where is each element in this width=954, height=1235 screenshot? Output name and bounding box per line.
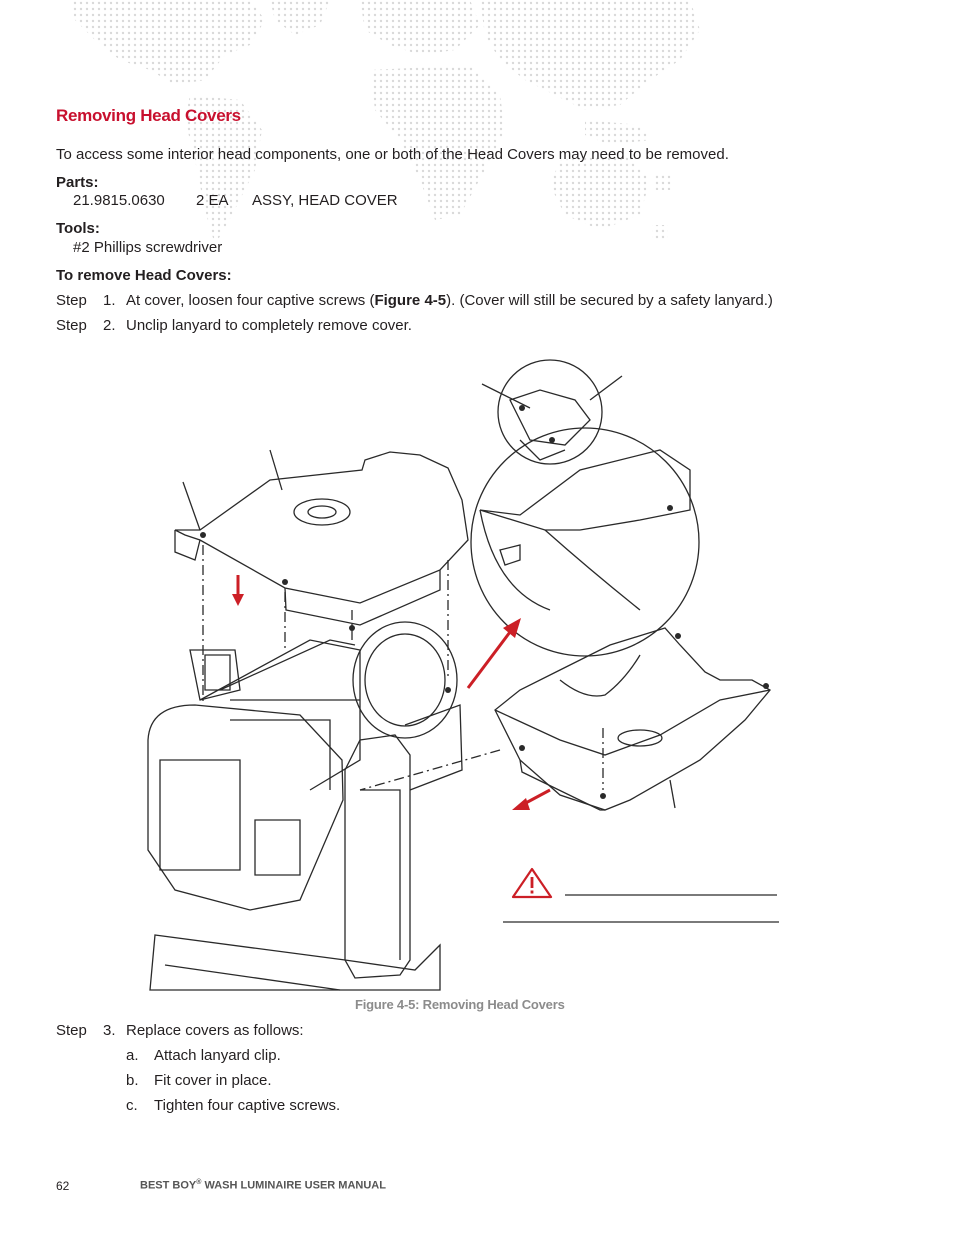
step-number: 1. (103, 292, 116, 309)
world-map-background (0, 0, 954, 260)
page-number: 62 (56, 1179, 70, 1193)
part-quantity: 2 EA (196, 192, 229, 209)
procedure-label: To remove Head Covers: (56, 267, 232, 284)
part-description: ASSY, HEAD COVER (252, 192, 398, 209)
warning-triangle-icon (513, 869, 551, 897)
step-text: At cover, loosen four captive screws (Figure 4-5). (Cover will still be secured by a safety lanyard.) (126, 292, 773, 309)
section-title: Removing Head Covers (56, 106, 241, 125)
step-word: Step (56, 292, 87, 309)
substep-letter: b. (126, 1072, 139, 1089)
step-number: 2. (103, 317, 116, 334)
tool-item: #2 Phillips screwdriver (73, 239, 223, 256)
substep-letter: a. (126, 1047, 139, 1064)
substep-text: Attach lanyard clip. (154, 1047, 281, 1064)
substep-letter: c. (126, 1097, 138, 1114)
part-number: 21.9815.0630 (73, 192, 165, 209)
substep-text: Tighten four captive screws. (154, 1097, 341, 1114)
step-text: Replace covers as follows: (126, 1022, 304, 1039)
parts-label: Parts: (56, 174, 99, 191)
figure-caption: Figure 4-5: Removing Head Covers (355, 997, 565, 1012)
figure-reference: Figure 4-5 (374, 292, 447, 309)
step-word: Step (56, 1022, 87, 1039)
intro-paragraph: To access some interior head components, one or both of the Head Covers may need to be removed. (56, 146, 729, 163)
step-number: 3. (103, 1022, 116, 1039)
substep-text: Fit cover in place. (154, 1072, 272, 1089)
head-cover-removal-figure (140, 352, 800, 997)
tools-label: Tools: (56, 220, 100, 237)
step-word: Step (56, 317, 87, 334)
step-text: Unclip lanyard to completely remove cover. (126, 317, 412, 334)
footer-manual-title: BEST BOY® WASH LUMINAIRE USER MANUAL (140, 1179, 386, 1192)
